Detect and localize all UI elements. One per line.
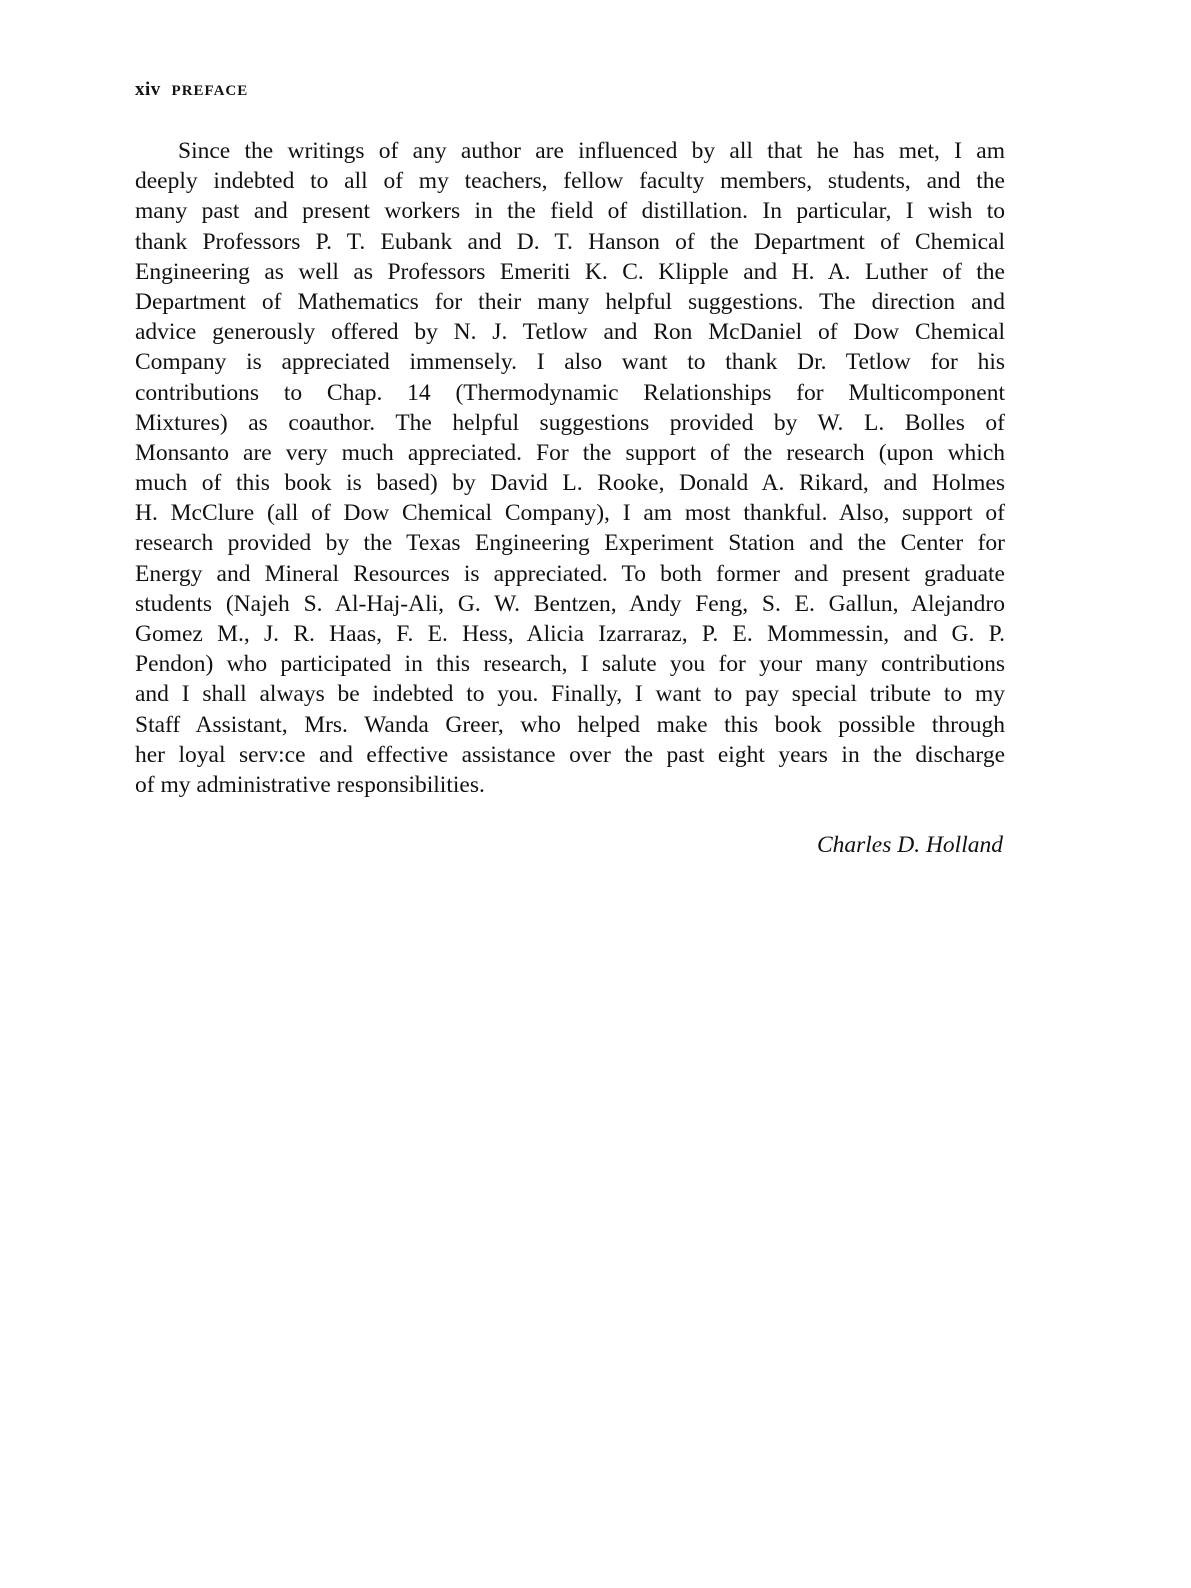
paragraph-line: Staff Assistant, Mrs. Wanda Greer, who helped make this book possible through bbox=[135, 711, 1005, 738]
paragraph-line: Energy and Mineral Resources is appreciated. To both former and present graduate bbox=[135, 560, 1005, 587]
preface-paragraph bbox=[135, 136, 1005, 800]
paragraph-line: her loyal serv:ce and effective assistance over the past eight years in the discharge bbox=[135, 741, 1005, 768]
running-head bbox=[135, 79, 248, 101]
paragraph-line: and I shall always be indebted to you. Finally, I want to pay special tribute to my bbox=[135, 681, 1005, 708]
paragraph-line: advice generously offered by N. J. Tetlow and Ron McDaniel of Dow Chemical bbox=[135, 319, 1005, 346]
paragraph-line: much of this book is based) by David L. Rooke, Donald A. Rikard, and Holmes bbox=[135, 470, 1005, 497]
paragraph-line: students (Najeh S. Al-Haj-Ali, G. W. Bentzen, Andy Feng, S. E. Gallun, Alejandro bbox=[135, 590, 1005, 617]
paragraph-line: Mixtures) as coauthor. The helpful suggestions provided by W. L. Bolles of bbox=[135, 409, 1005, 436]
paragraph-line: Pendon) who participated in this research, I salute you for your many contributions bbox=[135, 651, 1005, 678]
page-number: xiv bbox=[135, 79, 161, 100]
paragraph-line: Monsanto are very much appreciated. For the support of the research (upon which bbox=[135, 439, 1005, 466]
paragraph-line: contributions to Chap. 14 (Thermodynamic Relationships for Multicomponent bbox=[135, 379, 1005, 406]
paragraph-line: research provided by the Texas Engineering Experiment Station and the Center for bbox=[135, 530, 1005, 557]
paragraph-line: Company is appreciated immensely. I also want to thank Dr. Tetlow for his bbox=[135, 349, 1005, 376]
paragraph-line: many past and present workers in the field of distillation. In particular, I wish to bbox=[135, 198, 1005, 225]
paragraph-line: Department of Mathematics for their many helpful suggestions. The direction and bbox=[135, 288, 1005, 315]
paragraph-line: thank Professors P. T. Eubank and D. T. Hanson of the Department of Chemical bbox=[135, 228, 1005, 255]
paragraph-line: of my administrative responsibilities. bbox=[135, 771, 485, 798]
author-signature: Charles D. Holland bbox=[816, 832, 1003, 858]
section-title: PREFACE bbox=[171, 83, 249, 99]
paragraph-line: Gomez M., J. R. Haas, F. E. Hess, Alicia Izarraraz, P. E. Mommessin, and G. P. bbox=[135, 621, 1005, 647]
paragraph-line: Since the writings of any author are influenced by all that he has met, I am bbox=[178, 138, 1005, 164]
paragraph-line: deeply indebted to all of my teachers, fellow faculty members, students, and the bbox=[135, 168, 1005, 195]
paragraph-line: H. McClure (all of Dow Chemical Company), I am most thankful. Also, support of bbox=[135, 500, 1005, 527]
paragraph-line: Engineering as well as Professors Emeriti K. C. Klipple and H. A. Luther of the bbox=[135, 258, 1005, 285]
